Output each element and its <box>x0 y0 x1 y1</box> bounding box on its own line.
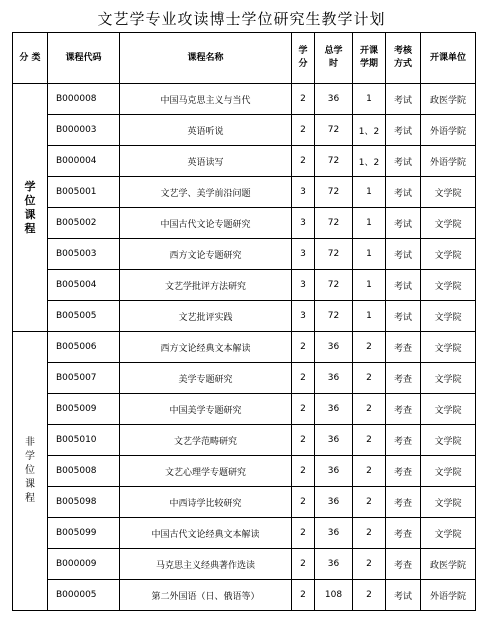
cell-name: 中西诗学比较研究 <box>120 487 292 518</box>
cell-exam: 考查 <box>386 332 421 363</box>
cell-term: 2 <box>353 363 386 394</box>
cell-exam: 考试 <box>386 580 421 611</box>
table-row <box>13 394 476 425</box>
cell-term: 1、2 <box>353 146 386 177</box>
cell-hours: 72 <box>315 208 353 239</box>
table-header-row <box>13 33 476 84</box>
cell-credit: 2 <box>292 487 315 518</box>
cell-name: 文艺心理学专题研究 <box>120 456 292 487</box>
cell-hours: 36 <box>315 518 353 549</box>
cell-credit: 2 <box>292 549 315 580</box>
header-hours: 总学时 <box>315 33 353 84</box>
table-row <box>13 115 476 146</box>
cell-unit: 文学院 <box>421 332 476 363</box>
table-row <box>13 456 476 487</box>
table-row <box>13 177 476 208</box>
cell-credit: 2 <box>292 580 315 611</box>
cell-unit: 文学院 <box>421 487 476 518</box>
cell-code: B005006 <box>48 332 120 363</box>
table-row <box>13 208 476 239</box>
cell-code: B005001 <box>48 177 120 208</box>
cell-code: B005098 <box>48 487 120 518</box>
cell-exam: 考试 <box>386 84 421 115</box>
cell-term: 1 <box>353 239 386 270</box>
cell-credit: 2 <box>292 518 315 549</box>
cell-credit: 2 <box>292 115 315 146</box>
cell-hours: 36 <box>315 84 353 115</box>
cell-exam: 考试 <box>386 177 421 208</box>
cell-term: 2 <box>353 580 386 611</box>
cell-unit: 政医学院 <box>421 84 476 115</box>
cell-exam: 考试 <box>386 239 421 270</box>
cell-term: 1 <box>353 301 386 332</box>
cell-code: B000004 <box>48 146 120 177</box>
table-body <box>13 84 476 611</box>
cell-code: B005003 <box>48 239 120 270</box>
cell-unit: 文学院 <box>421 363 476 394</box>
table-row <box>13 580 476 611</box>
cell-code: B000005 <box>48 580 120 611</box>
cell-term: 1 <box>353 208 386 239</box>
cell-hours: 36 <box>315 456 353 487</box>
cell-name: 文艺学、美学前沿问题 <box>120 177 292 208</box>
cell-hours: 72 <box>315 301 353 332</box>
cell-term: 2 <box>353 487 386 518</box>
cell-term: 2 <box>353 456 386 487</box>
cell-term: 2 <box>353 518 386 549</box>
cell-code: B000009 <box>48 549 120 580</box>
cell-exam: 考查 <box>386 363 421 394</box>
table-row <box>13 425 476 456</box>
table-row <box>13 270 476 301</box>
cell-name: 英语听说 <box>120 115 292 146</box>
table-row <box>13 549 476 580</box>
cell-name: 文艺学范畴研究 <box>120 425 292 456</box>
curriculum-table <box>12 32 476 611</box>
cell-exam: 考查 <box>386 518 421 549</box>
cell-code: B005005 <box>48 301 120 332</box>
cell-hours: 36 <box>315 332 353 363</box>
cell-hours: 108 <box>315 580 353 611</box>
table-row <box>13 332 476 363</box>
cell-unit: 文学院 <box>421 239 476 270</box>
table-row <box>13 518 476 549</box>
cell-unit: 文学院 <box>421 301 476 332</box>
cell-term: 1 <box>353 270 386 301</box>
page-title: 文艺学专业攻读博士学位研究生教学计划 <box>97 10 386 28</box>
cell-exam: 考试 <box>386 146 421 177</box>
table-row <box>13 146 476 177</box>
cell-term: 2 <box>353 332 386 363</box>
cell-term: 1 <box>353 84 386 115</box>
cell-credit: 2 <box>292 394 315 425</box>
cell-code: B005002 <box>48 208 120 239</box>
cell-name: 文艺学批评方法研究 <box>120 270 292 301</box>
cell-name: 西方文论经典文本解读 <box>120 332 292 363</box>
cell-name: 英语读写 <box>120 146 292 177</box>
cell-code: B000003 <box>48 115 120 146</box>
cell-name: 中国马克思主义与当代 <box>120 84 292 115</box>
cell-hours: 36 <box>315 425 353 456</box>
cell-credit: 2 <box>292 332 315 363</box>
cell-credit: 3 <box>292 301 315 332</box>
table-row <box>13 84 476 115</box>
cell-unit: 外语学院 <box>421 115 476 146</box>
cell-unit: 文学院 <box>421 394 476 425</box>
cell-code: B005099 <box>48 518 120 549</box>
cell-hours: 36 <box>315 363 353 394</box>
cell-name: 马克思主义经典著作选读 <box>120 549 292 580</box>
header-unit: 开课单位 <box>421 33 476 84</box>
cell-credit: 3 <box>292 239 315 270</box>
category-non-degree-courses: 非学位课程 <box>13 332 48 611</box>
cell-name: 中国美学专题研究 <box>120 394 292 425</box>
cell-credit: 2 <box>292 146 315 177</box>
cell-code: B005004 <box>48 270 120 301</box>
header-name: 课程名称 <box>120 33 292 84</box>
cell-hours: 72 <box>315 146 353 177</box>
cell-unit: 文学院 <box>421 177 476 208</box>
cell-credit: 3 <box>292 208 315 239</box>
cell-hours: 36 <box>315 394 353 425</box>
cell-hours: 36 <box>315 549 353 580</box>
cell-code: B005009 <box>48 394 120 425</box>
header-credit: 学分 <box>292 33 315 84</box>
cell-term: 1 <box>353 177 386 208</box>
cell-term: 1、2 <box>353 115 386 146</box>
cell-hours: 72 <box>315 239 353 270</box>
cell-exam: 考查 <box>386 394 421 425</box>
header-code: 课程代码 <box>48 33 120 84</box>
cell-code: B000008 <box>48 84 120 115</box>
cell-hours: 36 <box>315 487 353 518</box>
cell-credit: 2 <box>292 425 315 456</box>
cell-code: B005007 <box>48 363 120 394</box>
cell-code: B005010 <box>48 425 120 456</box>
table-row <box>13 363 476 394</box>
cell-unit: 文学院 <box>421 208 476 239</box>
cell-exam: 考试 <box>386 301 421 332</box>
cell-exam: 考试 <box>386 115 421 146</box>
cell-unit: 文学院 <box>421 425 476 456</box>
cell-unit: 外语学院 <box>421 146 476 177</box>
cell-name: 第二外国语（日、俄语等） <box>120 580 292 611</box>
cell-unit: 政医学院 <box>421 549 476 580</box>
cell-credit: 3 <box>292 177 315 208</box>
cell-exam: 考查 <box>386 549 421 580</box>
cell-term: 2 <box>353 549 386 580</box>
cell-credit: 2 <box>292 363 315 394</box>
header-term: 开课学期 <box>353 33 386 84</box>
category-degree-courses: 学位课程 <box>13 84 48 332</box>
header-exam: 考核方式 <box>386 33 421 84</box>
cell-unit: 文学院 <box>421 456 476 487</box>
header-category: 分 类 <box>13 33 48 84</box>
cell-exam: 考查 <box>386 456 421 487</box>
cell-credit: 2 <box>292 84 315 115</box>
cell-credit: 3 <box>292 270 315 301</box>
cell-name: 文艺批评实践 <box>120 301 292 332</box>
cell-exam: 考查 <box>386 425 421 456</box>
cell-hours: 72 <box>315 270 353 301</box>
cell-exam: 考查 <box>386 487 421 518</box>
table-row <box>13 301 476 332</box>
cell-unit: 文学院 <box>421 518 476 549</box>
cell-hours: 72 <box>315 177 353 208</box>
cell-name: 西方文论专题研究 <box>120 239 292 270</box>
cell-name: 美学专题研究 <box>120 363 292 394</box>
cell-code: B005008 <box>48 456 120 487</box>
cell-exam: 考试 <box>386 270 421 301</box>
cell-name: 中国古代文论专题研究 <box>120 208 292 239</box>
cell-term: 2 <box>353 394 386 425</box>
cell-hours: 72 <box>315 115 353 146</box>
table-row <box>13 487 476 518</box>
cell-name: 中国古代文论经典文本解读 <box>120 518 292 549</box>
cell-credit: 2 <box>292 456 315 487</box>
cell-term: 2 <box>353 425 386 456</box>
cell-unit: 外语学院 <box>421 580 476 611</box>
cell-unit: 文学院 <box>421 270 476 301</box>
table-row <box>13 239 476 270</box>
cell-exam: 考试 <box>386 208 421 239</box>
